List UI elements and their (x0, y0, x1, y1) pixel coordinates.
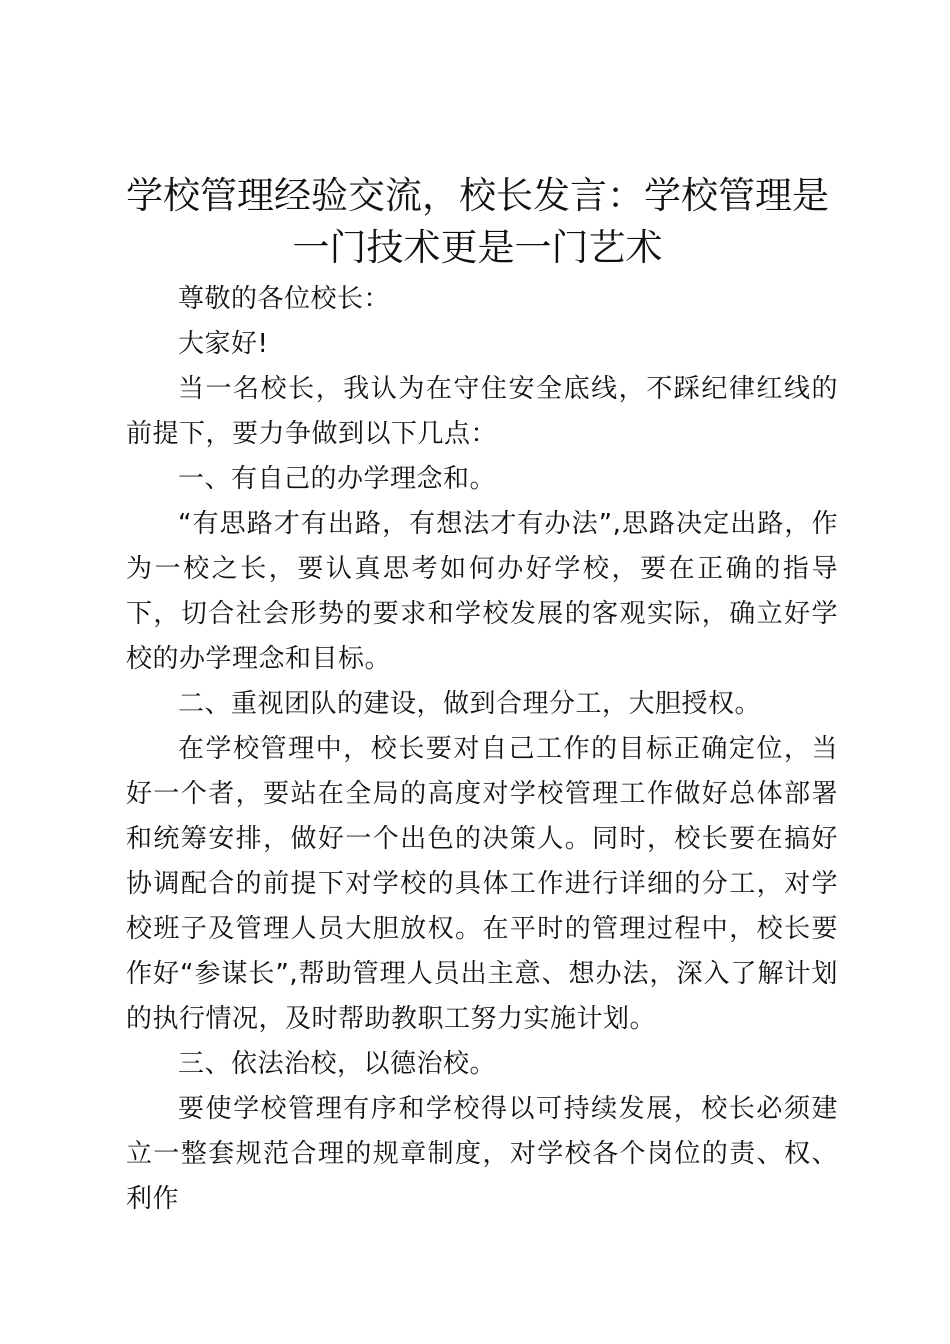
intro-paragraph: 当一名校长，我认为在守住安全底线，不踩纪律红线的前提下，要力争做到以下几点： (126, 374, 838, 449)
greeting-paragraph: 大家好! (178, 329, 269, 359)
section-paragraph-3: 要使学校管理有序和学校得以可持续发展，校长必须建立一整套规范合理的规章制度，对学校各个岗位的责、权、利作 (126, 1094, 838, 1214)
section-paragraph-2: 在学校管理中，校长要对自己工作的目标正确定位，当好一个者，要站在全局的高度对学校管理工作做好总体部署和统筹安排，做好一个出色的决策人。同时，校长要在搞好协调配合的前提下对学校的具体工作进行详细的分工，对学校班子及管理人员大胆放权。在平时的管理过程中，校长要作好“参谋长”,帮助管理人员出主意、想办法，深入了解计划的执行情况，及时帮助教职工努力实施计划。 (126, 734, 838, 1034)
section-heading-1: 一、有自己的办学理念和。 (178, 464, 497, 494)
section-heading-3: 三、依法治校，以德治校。 (178, 1049, 497, 1079)
document-body (126, 277, 838, 1222)
salutation-paragraph: 尊敬的各位校长： (178, 284, 391, 314)
document-title: 学校管理经验交流，校长发言：学校管理是一门技术更是一门艺术 (126, 174, 829, 269)
section-paragraph-1: “有思路才有出路，有想法才有办法”,思路决定出路，作为一校之长，要认真思考如何办好学校，要在正确的指导下，切合社会形势的要求和学校发展的客观实际，确立好学校的办学理念和目标。 (126, 509, 838, 674)
section-heading-2: 二、重视团队的建设，做到合理分工，大胆授权。 (178, 689, 762, 719)
